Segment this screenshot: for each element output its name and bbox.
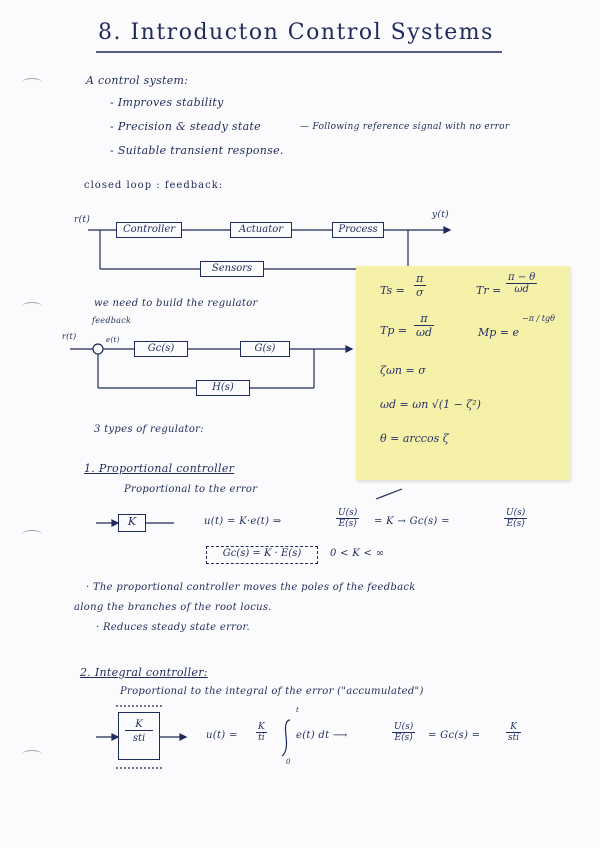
proportional-note-line2: along the branches of the root locus. (74, 602, 272, 613)
sticky-ts-num: π (414, 272, 426, 286)
sticky-omega-d: ωd = ωn √(1 − ζ²) (380, 398, 481, 411)
sticky-ts-lhs: Ts = (380, 284, 405, 297)
integral-eq-integrand: e(t) dt ⟶ (296, 730, 348, 741)
sticky-tp-frac (414, 312, 434, 339)
integral-eq-k-over-ti (256, 722, 267, 743)
block-actuator: Actuator (230, 222, 292, 238)
intro-bullet-stability: - Improves stability (110, 96, 224, 109)
block-g: G(s) (240, 341, 290, 357)
block-k: K (118, 514, 146, 532)
proportional-eq-ratio-num: U(s) (338, 508, 358, 518)
integral-eq-k: K (258, 722, 265, 732)
proportional-eq-equals-k: = K → Gc(s) = (374, 516, 450, 527)
block-gc: Gc(s) (134, 341, 188, 357)
proportional-note-line3: · Reduces steady state error. (96, 622, 251, 633)
integral-eq-ratio-den: E(s) (394, 733, 413, 743)
sticky-tp-den: ωd (416, 326, 433, 339)
proportional-desc: Proportional to the error (124, 484, 258, 495)
regulator-error-label: e(t) (106, 336, 120, 344)
block-h: H(s) (196, 380, 250, 396)
page-title: 8. Introducton Control Systems (98, 20, 494, 45)
block-controller: Controller (116, 222, 182, 238)
sticky-tr-lhs: Tr = (476, 284, 502, 297)
sticky-zeta-omega: ζωn = σ (380, 364, 426, 377)
block-integral-den: sti (132, 733, 146, 744)
block-integral-num: K (125, 719, 153, 731)
integral-eq-sti: sti (508, 733, 520, 743)
closed-loop-output-label: y(t) (432, 210, 449, 220)
intro-bullet-transient: - Suitable transient response. (110, 144, 284, 157)
sticky-mp-lhs: Mp = e (478, 326, 520, 339)
sticky-tp-num: π (414, 312, 434, 326)
proportional-eq-ratio-den: E(s) (338, 519, 357, 529)
proportional-heading: 1. Proportional controller (84, 462, 235, 475)
block-k-over-sti (118, 712, 160, 760)
sticky-theta: θ = arccos ζ (380, 432, 449, 445)
regulator-input-label: r(t) (62, 332, 77, 341)
intro-tracking-note: — Following reference signal with no error (300, 122, 510, 132)
integral-heading: 2. Integral controller: (80, 666, 208, 679)
integral-eq-equals: = Gc(s) = (428, 730, 481, 741)
block-sensors: Sensors (200, 261, 264, 277)
proportional-eq-time: u(t) = K·e(t) ⇒ (204, 516, 282, 527)
sticky-mp-exponent: −π / tgθ (522, 314, 555, 323)
integral-eq-k-over-sti (506, 722, 521, 743)
proportional-eq-ratio2-den: E(s) (506, 519, 525, 529)
integral-eq-lhs: u(t) = (206, 730, 238, 741)
sticky-tr-num: π − θ (508, 272, 536, 283)
integral-eq-upper-limit: t (296, 706, 300, 714)
proportional-eq-range: 0 < K < ∞ (330, 548, 385, 559)
sticky-tp-lhs: Tp = (380, 324, 408, 337)
regulator-note-line1: we need to build the regulator (94, 298, 258, 309)
proportional-eq-ratio2-num: U(s) (506, 508, 526, 518)
integral-eq-k2: K (506, 722, 521, 733)
integral-eq-lower-limit: 0 (286, 758, 291, 766)
sticky-ts-frac (414, 272, 426, 299)
sticky-tr-den: ωd (514, 284, 529, 295)
sticky-ts-den: σ (416, 286, 424, 299)
intro-heading: A control system: (86, 74, 189, 87)
proportional-note-line1: · The proportional controller moves the poles of the feedback (86, 582, 416, 593)
sticky-note (356, 266, 570, 480)
regulator-types-line: 3 types of regulator: (94, 424, 204, 435)
integral-eq-ratio-num: U(s) (394, 722, 414, 732)
block-process: Process (332, 222, 384, 238)
sticky-tr-frac (506, 272, 537, 295)
integral-eq-ratio (392, 722, 415, 743)
regulator-note-line2: feedback (92, 316, 132, 325)
closed-loop-input-label: r(t) (74, 215, 91, 225)
integral-desc: Proportional to the integral of the error ("accumulated") (120, 686, 424, 697)
proportional-eq-box: Gc(s) = K · E(s) (206, 546, 318, 564)
closed-loop-label: closed loop : feedback: (84, 180, 224, 191)
integral-eq-ti: ti (258, 733, 265, 743)
intro-bullet-precision: - Precision & steady state (110, 120, 261, 133)
